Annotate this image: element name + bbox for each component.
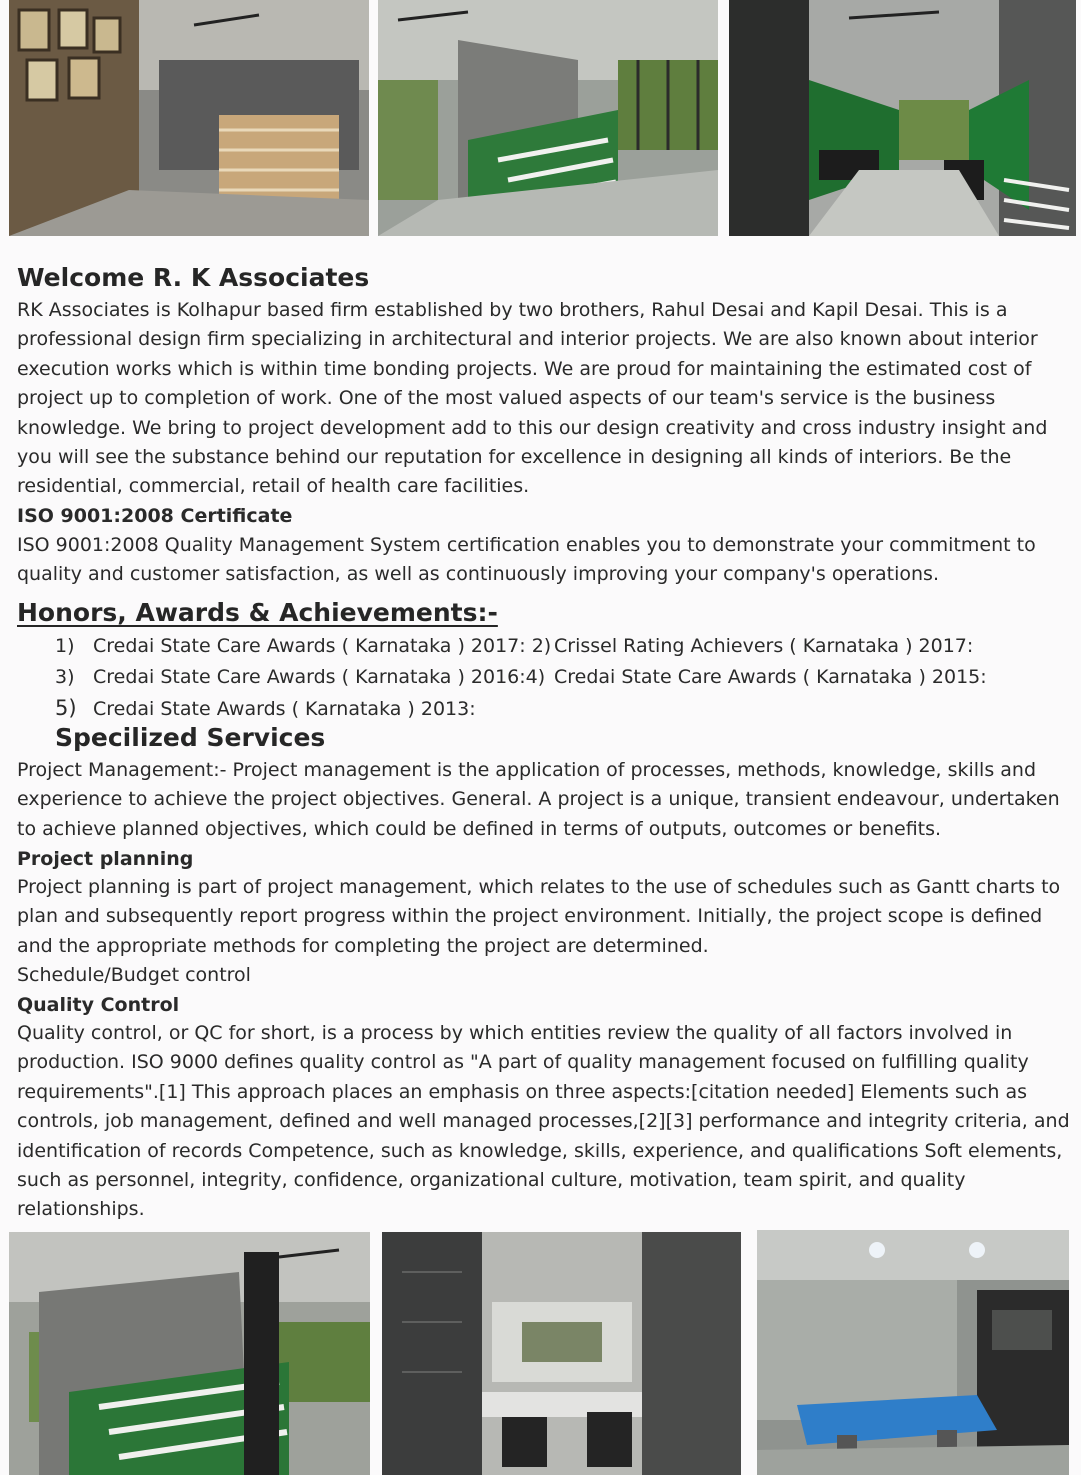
green-wall-corridor-photo <box>729 0 1076 236</box>
award-text: Credai State Awards ( Karnataka ) 2013: <box>93 698 476 720</box>
award-number: 1) <box>55 635 75 657</box>
text-line: Project planning is part of project management, which relates to the use of schedules such as Gantt charts to <box>17 876 1061 898</box>
text-line: you will see the substance behind our reputation for excellence in designing all kinds of interiors. Be the <box>17 446 1012 469</box>
quality-control-heading: Quality Control <box>17 994 180 1016</box>
text-line: residential, commercial, retail of health care facilities. <box>17 475 530 498</box>
award-row <box>55 666 987 688</box>
welcome-paragraph <box>17 296 1067 502</box>
text-line: requirements".[1] This approach places an emphasis on three aspects:[citation needed] Elements such as <box>17 1080 1027 1103</box>
project-planning-heading: Project planning <box>17 848 194 870</box>
text-line: quality and customer satisfaction, as well as continuously improving your company's operations. <box>17 563 939 586</box>
award-text: Credai State Care Awards ( Karnataka ) 2017: 2) <box>93 635 552 657</box>
text-line: RK Associates is Kolhapur based firm established by two brothers, Rahul Desai and Kapil Desai. This is a <box>17 299 1008 321</box>
reception-desk-photo <box>9 0 369 236</box>
text-line: controls, job management, defined and well managed processes,[2][3] performance and integrity criteria, and <box>17 1110 1070 1133</box>
office-workstation-photo <box>9 1232 370 1475</box>
quality-control-paragraph <box>17 1019 1070 1225</box>
text-line: Quality control, or QC for short, is a process by which entities review the quality of all factors involved in <box>17 1022 1013 1044</box>
project-planning-paragraph <box>17 873 1067 961</box>
iso-paragraph <box>17 531 1067 590</box>
text-line: plan and subsequently report progress within the project environment. Initially, the project scope is defined <box>17 905 1043 928</box>
award-row <box>55 696 476 720</box>
project-management-paragraph <box>17 756 1067 844</box>
text-line: identification of records Competence, such as knowledge, skills, experience, and qualifications Soft elements, <box>17 1139 1063 1162</box>
text-line: project up to completion of work. One of the most valued aspects of our team's service is the business <box>17 387 996 410</box>
text-line: and the appropriate methods for completing the project are determined. <box>17 934 709 957</box>
text-line: ISO 9001:2008 Quality Management System certification enables you to demonstrate your commitment to <box>17 534 1036 556</box>
award-number: 3) <box>55 666 75 688</box>
text-line: Project Management:- Project management is the application of processes, methods, knowledge, skills and <box>17 759 1037 781</box>
award-text: Credai State Care Awards ( Karnataka ) 2015: <box>554 666 987 688</box>
text-line: production. ISO 9000 defines quality control as "A part of quality management focused on fulfilling quality <box>17 1051 1029 1074</box>
awards-heading: Honors, Awards & Achievements:- <box>17 598 498 627</box>
award-text: Crissel Rating Achievers ( Karnataka ) 2017: <box>554 635 974 657</box>
text-line: such as personnel, integrity, confidence, organizational culture, motivation, team spirit, and quality <box>17 1169 966 1192</box>
text-line: experience to achieve the project objectives. General. A project is a unique, transient endeavour, undertaken <box>17 788 1060 811</box>
text-line: knowledge. We bring to project development add to this our design creativity and cross industry insight and <box>17 416 1048 439</box>
iso-heading: ISO 9001:2008 Certificate <box>17 505 293 527</box>
office-corridor-photo <box>378 0 718 236</box>
award-text: Credai State Care Awards ( Karnataka ) 2016:4) <box>93 666 546 688</box>
cabin-interior-photo <box>382 1232 741 1475</box>
text-line: to achieve planned objectives, which could be defined in terms of outputs, outcomes or benefits. <box>17 817 942 840</box>
services-heading: Specilized Services <box>55 723 326 752</box>
text-line: execution works which is within time bonding projects. We are proud for maintaining the estimated cost of <box>17 357 1032 380</box>
schedule-budget-label: Schedule/Budget control <box>17 964 251 986</box>
text-line: relationships. <box>17 1198 145 1221</box>
operation-theatre-photo <box>757 1230 1069 1475</box>
award-number: 5) <box>55 696 77 720</box>
award-row <box>55 635 974 657</box>
welcome-heading: Welcome R. K Associates <box>17 263 370 292</box>
text-line: professional design firm specializing in architectural and interior projects. We are also known about interior <box>17 328 1038 351</box>
